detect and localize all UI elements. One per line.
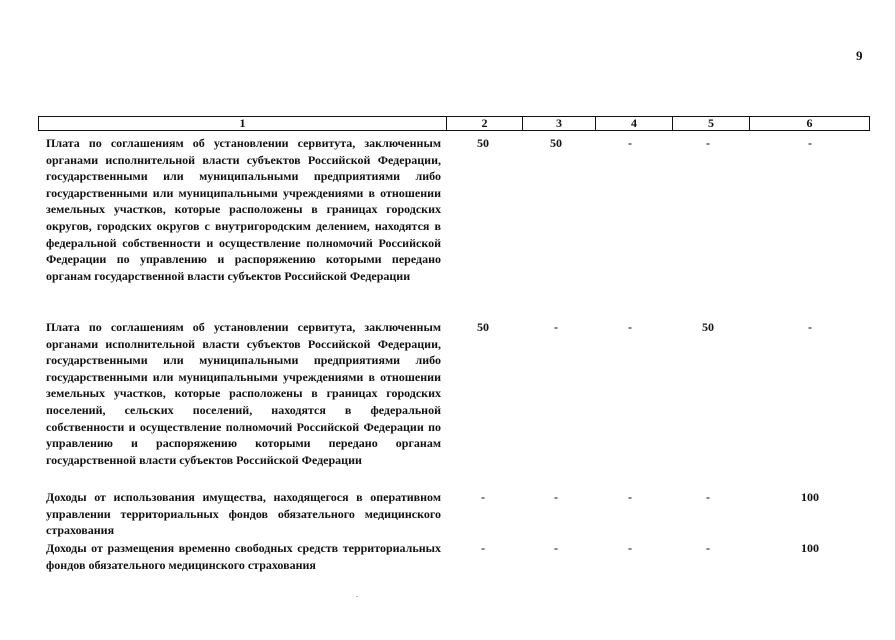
table-row [46,489,866,539]
row-value-col6: 100 [801,490,819,504]
row-value-col4: - [628,490,632,504]
header-cell-4: 4 [595,117,672,130]
row-description: Плата по соглашениям об установлении сервитута, заключенным органами исполнительной власти субъектов Российской Федерации, государственными или муниципальными предприятиями либо государственными или муниципальными учреждениями в отношении земельных участков, которые расположены в границах городских поселений, сельских поселений, находятся в федеральной собственности и осуществление полномочий Российской Федерации по управлению и распоряжению которыми передано органам государственной власти субъектов Российской Федерации [46,320,441,467]
table-header-row [38,116,870,131]
row-value-col4: - [628,320,632,334]
row-value-col2: 50 [477,136,489,150]
header-cell-3: 3 [522,117,595,130]
page-number: 9 [856,48,863,63]
row-description: Плата по соглашениям об установлении сервитута, заключенным органами исполнительной власти субъектов Российской Федерации, государственными или муниципальными предприятиями либо государственными или муниципальными учреждениями в отношении земельных участков, которые расположены в границах городских округов, городских округов с внутригородским делением, находятся в федеральной собственности и осуществление полномочий Российской Федерации по управлению и распоряжению которыми передано органам государственной власти субъектов Российской Федерации [46,136,441,283]
scan-speck [356,596,358,597]
row-value-col5: - [706,136,710,150]
row-value-col5: - [706,490,710,504]
table-row [46,540,866,573]
table-row [46,135,866,284]
header-cell-2: 2 [446,117,522,130]
row-value-col3: - [554,490,558,504]
row-value-col6: 100 [801,541,819,555]
row-value-col4: - [628,541,632,555]
row-value-col6: - [808,320,812,334]
header-cell-1: 1 [239,116,246,130]
row-value-col3: - [554,320,558,334]
row-value-col3: - [554,541,558,555]
row-value-col5: 50 [702,320,714,334]
row-description: Доходы от использования имущества, находящегося в оперативном управлении территориальных фондов обязательного медицинского страхования [46,490,441,538]
row-value-col2: - [481,541,485,555]
row-value-col2: 50 [477,320,489,334]
row-value-col2: - [481,490,485,504]
row-value-col4: - [628,136,632,150]
header-cell-5: 5 [672,117,749,130]
row-value-col6: - [808,136,812,150]
table-row [46,319,866,468]
row-description: Доходы от размещения временно свободных средств территориальных фондов обязательного медицинского страхования [46,541,441,572]
header-cell-6: 6 [749,117,869,130]
row-value-col3: 50 [550,136,562,150]
row-value-col5: - [706,541,710,555]
